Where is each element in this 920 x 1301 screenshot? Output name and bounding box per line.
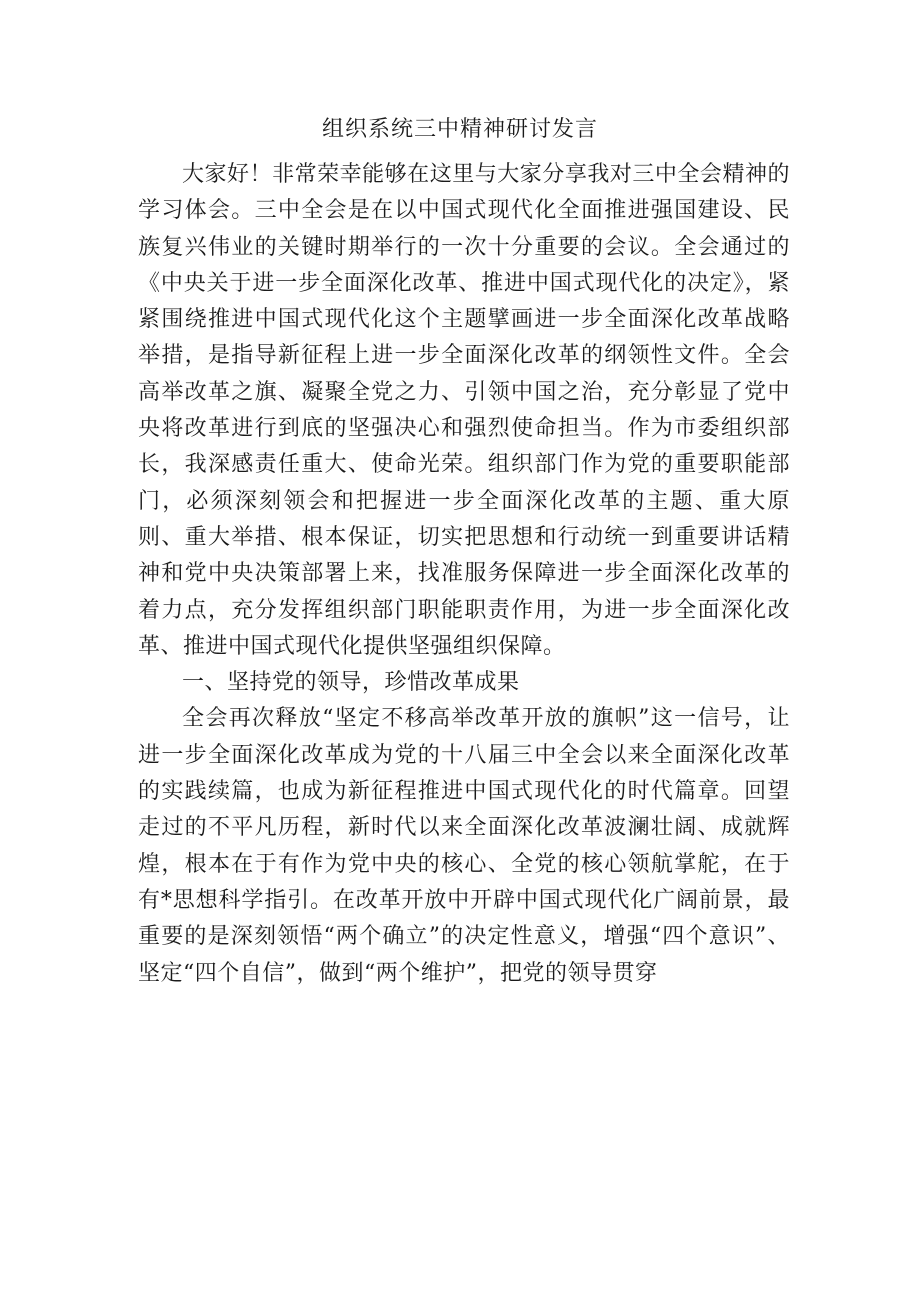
paragraph-section-1: 全会再次释放“坚定不移高举改革开放的旗帜”这一信号，让进一步全面深化改革成为党的十八届三中全会以来全面深化改革的实践续篇，也成为新征程推进中国式现代化的时代篇章。回望走过的不平凡历程，新时代以来全面深化改革波澜壮阔、成就辉煌，根本在于有作为党中央的核心、全党的核心领航掌舵，在于有*思想科学指引。在改革开放中开辟中国式现代化广阔前景，最重要的是深刻领悟“两个确立”的决定性意义，增强“四个意识”、坚定“四个自信”，做到“两个维护”，把党的领导贯穿 xyxy=(138,706,790,986)
document-body xyxy=(138,157,790,992)
document-title: 组织系统三中精神研讨发言 xyxy=(321,117,598,142)
paragraph-intro: 大家好！非常荣幸能够在这里与大家分享我对三中全会精神的学习体会。三中全会是在以中国式现代化全面推进强国建设、民族复兴伟业的关键时期举行的一次十分重要的会议。全会通过的《中央关于进一步全面深化改革、推进中国式现代化的决定》，紧紧围绕推进中国式现代化这个主题擘画进一步全面深化改革战略举措，是指导新征程上进一步全面深化改革的纲领性文件。全会高举改革之旗、凝聚全党之力、引领中国之治，充分彰显了党中央将改革进行到底的坚强决心和强烈使命担当。作为市委组织部长，我深感责任重大、使命光荣。组织部门作为党的重要职能部门，必须深刻领会和把握进一步全面深化改革的主题、重大原则、重大举措、根本保证，切实把思想和行动统一到重要讲话精神和党中央决策部署上来，找准服务保障进一步全面深化改革的着力点，充分发挥组织部门职能职责作用，为进一步全面深化改革、推进中国式现代化提供坚强组织保障。 xyxy=(138,162,790,659)
section-heading-1: 一、坚持党的领导，珍惜改革成果 xyxy=(182,670,520,696)
